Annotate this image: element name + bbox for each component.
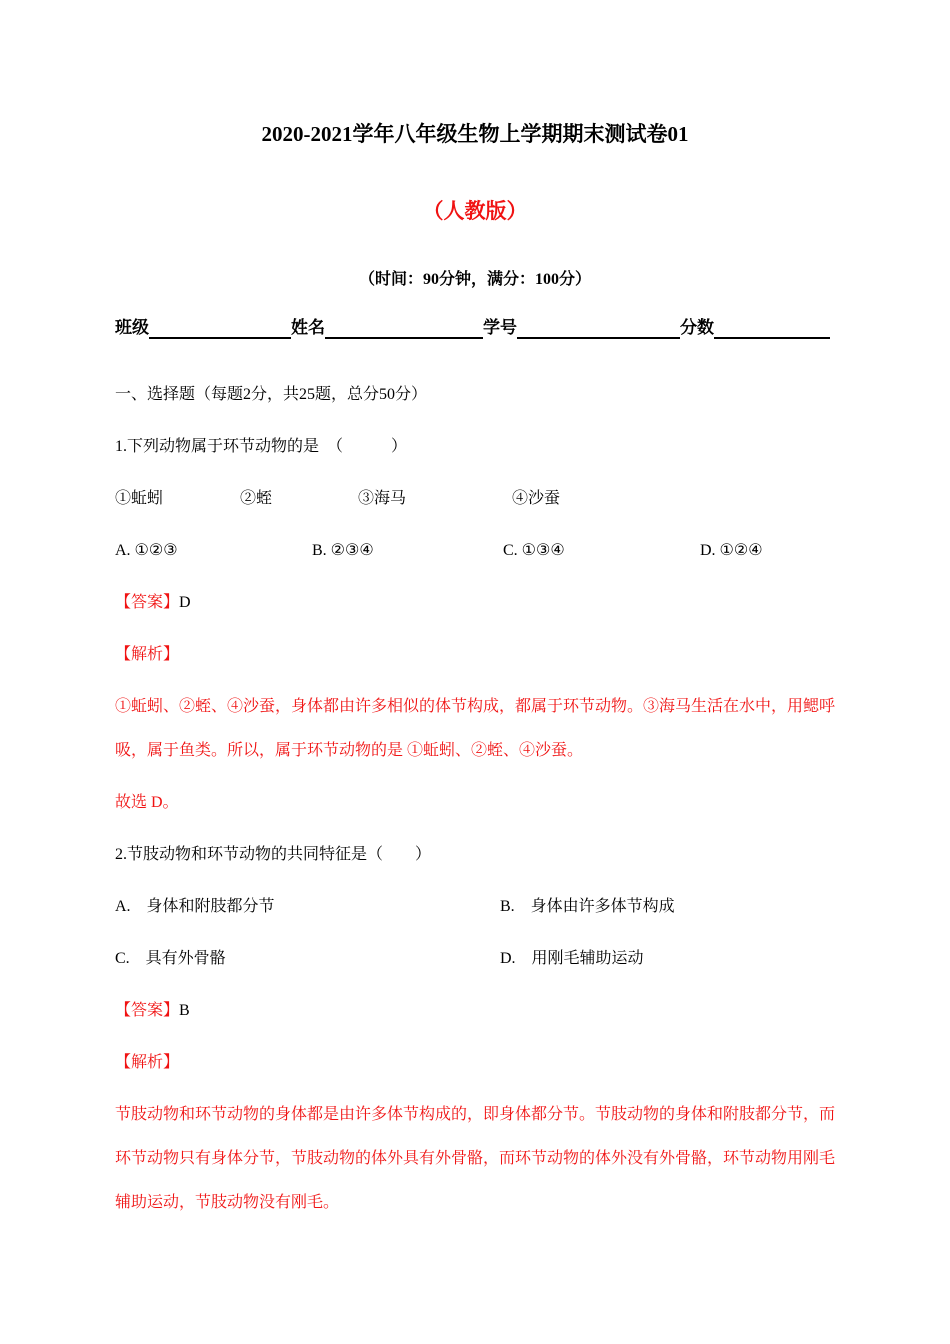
time-score-line: （时间：90分钟，满分：100分）: [358, 271, 591, 288]
question-1-choice-row: [115, 529, 835, 573]
analysis-label: 【解析】: [115, 646, 180, 663]
name-label: 姓名: [291, 318, 325, 337]
question-2-analysis-text: 节肢动物和环节动物的身体都是由许多体节构成的，即身体都分节。节肢动物的身体和附肢都分节，而环节动物只有身体分节，节肢动物的体外具有外骨骼，而环节动物的体外没有外骨骼，环节动物用刚毛辅助运动，节肢动物没有刚毛。: [115, 1106, 836, 1211]
question-2-answer-line: [115, 989, 835, 1033]
question-1-stem: 1.下列动物属于环节动物的是 （ ）: [115, 438, 408, 455]
form-field-student-id: [483, 317, 680, 339]
class-label: 班级: [115, 318, 149, 337]
question-1-analysis-label-line: [115, 633, 835, 677]
section-heading: 一、选择题（每题2分，共25题，总分50分）: [115, 386, 428, 403]
question-1-choice-d: D. ①②④: [700, 542, 763, 559]
question-1-analysis-text: ①蚯蚓、②蛭、④沙蚕，身体都由许多相似的体节构成，都属于环节动物。③海马生活在水中，用鳃呼吸，属于鱼类。所以，属于环节动物的是 ①蚯蚓、②蛭、④沙蚕。: [115, 698, 836, 759]
form-field-class: [115, 317, 291, 339]
question-2-choice-c: C. 具有外骨骼: [115, 950, 226, 967]
student-id-label: 学号: [483, 318, 517, 337]
question-2-choice-d: D. 用刚毛辅助运动: [500, 950, 644, 967]
question-1-conclusion: 故选 D。: [115, 794, 179, 811]
edition-label: （人教版）: [422, 199, 528, 223]
form-field-score: [680, 317, 830, 339]
question-1-item-2: ②蛭: [240, 490, 273, 507]
question-2-choice-a: A. 身体和附肢都分节: [115, 898, 275, 915]
question-2-answer-value: B: [179, 1002, 190, 1019]
question-2-stem: 2.节肢动物和环节动物的共同特征是（ ）: [115, 846, 432, 863]
question-1-answer-line: [115, 581, 835, 625]
page-title: 2020-2021学年八年级生物上学期期末测试卷01: [261, 122, 689, 146]
question-1-answer-value: D: [179, 594, 191, 611]
question-2-choice-b: B. 身体由许多体节构成: [500, 898, 675, 915]
question-2-analysis-label-line: [115, 1041, 835, 1085]
question-2-choice-grid: [115, 885, 835, 981]
score-blank-line: [714, 318, 830, 339]
question-1-item-3: ③海马: [358, 490, 407, 507]
analysis-label: 【解析】: [115, 1054, 180, 1071]
question-1-item-4: ④沙蚕: [512, 490, 561, 507]
student-info-row: [115, 317, 835, 339]
question-1-choice-c: C. ①③④: [503, 542, 565, 559]
question-1-item-row: [115, 477, 835, 521]
form-field-name: [291, 317, 483, 339]
question-1-choice-a: A. ①②③: [115, 542, 178, 559]
name-blank-line: [325, 318, 483, 339]
answer-label: 【答案】: [115, 594, 180, 611]
class-blank-line: [149, 318, 291, 339]
question-1-item-1: ①蚯蚓: [115, 490, 164, 507]
answer-label: 【答案】: [115, 1002, 180, 1019]
student-id-blank-line: [517, 318, 680, 339]
score-label: 分数: [680, 318, 714, 337]
question-1-choice-b: B. ②③④: [312, 542, 374, 559]
